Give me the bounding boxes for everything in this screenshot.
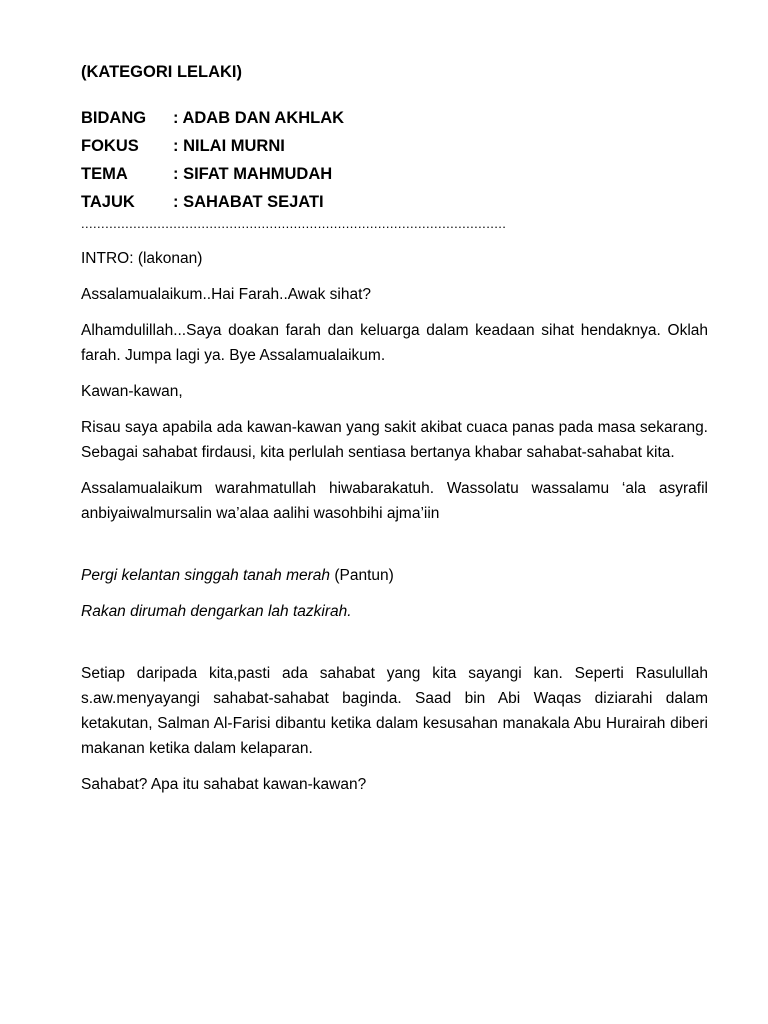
meta-key: TEMA — [81, 165, 128, 183]
meta-key: TAJUK — [81, 193, 135, 211]
document-page — [81, 60, 708, 808]
meta-key: BIDANG — [81, 109, 147, 127]
meta-row-fokus — [81, 132, 708, 160]
paragraph-kawan: Kawan-kawan, — [81, 383, 183, 400]
meta-value: : SAHABAT SEJATI — [173, 193, 324, 211]
meta-table — [81, 104, 708, 216]
pantun-line-1 — [81, 563, 708, 588]
pantun-line-2: Rakan dirumah dengarkan lah tazkirah. — [81, 603, 352, 620]
meta-row-tema — [81, 160, 708, 188]
meta-value: : SIFAT MAHMUDAH — [173, 165, 333, 183]
category-heading: (KATEGORI LELAKI) — [81, 63, 243, 81]
meta-row-bidang — [81, 104, 708, 132]
meta-value: : NILAI MURNI — [173, 137, 285, 155]
paragraph-sahabat-rasulullah: Setiap daripada kita,pasti ada sahabat yang kita sayangi kan. Seperti Rasulullah s.aw.menyayangi sahabat-sahabat baginda. Saad bin Abi Waqas diziarahi dalam ketakutan, Salman Al-Farisi dibantu ketika dalam kesusahan manakala Abu Hurairah diberi makanan ketika dalam kelaparan. — [81, 665, 708, 757]
meta-value: : ADAB DAN AKHLAK — [173, 109, 345, 127]
meta-row-tajuk — [81, 188, 708, 216]
paragraph-question: Sahabat? Apa itu sahabat kawan-kawan? — [81, 776, 367, 793]
meta-key: FOKUS — [81, 137, 139, 155]
dotted-separator: .......................................................................................................... — [81, 216, 507, 231]
paragraph-risau: Risau saya apabila ada kawan-kawan yang sakit akibat cuaca panas pada masa sekarang. Sebagai sahabat firdausi, kita perlulah sentiasa bertanya khabar sahabat-sahabat kita. — [81, 419, 708, 461]
intro-line: INTRO: (lakonan) — [81, 250, 203, 267]
paragraph-salam: Assalamualaikum warahmatullah hiwabarakatuh. Wassolatu wassalamu ‘ala asyrafil anbiyaiwalmursalin wa’alaa aalihi wasohbihi ajma’iin — [81, 480, 708, 522]
paragraph-alhamdulillah: Alhamdulillah...Saya doakan farah dan keluarga dalam keadaan sihat hendaknya. Oklah farah. Jumpa lagi ya. Bye Assalamualaikum. — [81, 322, 708, 364]
pantun-tag: (Pantun) — [330, 567, 394, 584]
paragraph-greeting: Assalamualaikum..Hai Farah..Awak sihat? — [81, 286, 372, 303]
pantun-text: Pergi kelantan singgah tanah merah — [81, 567, 331, 584]
